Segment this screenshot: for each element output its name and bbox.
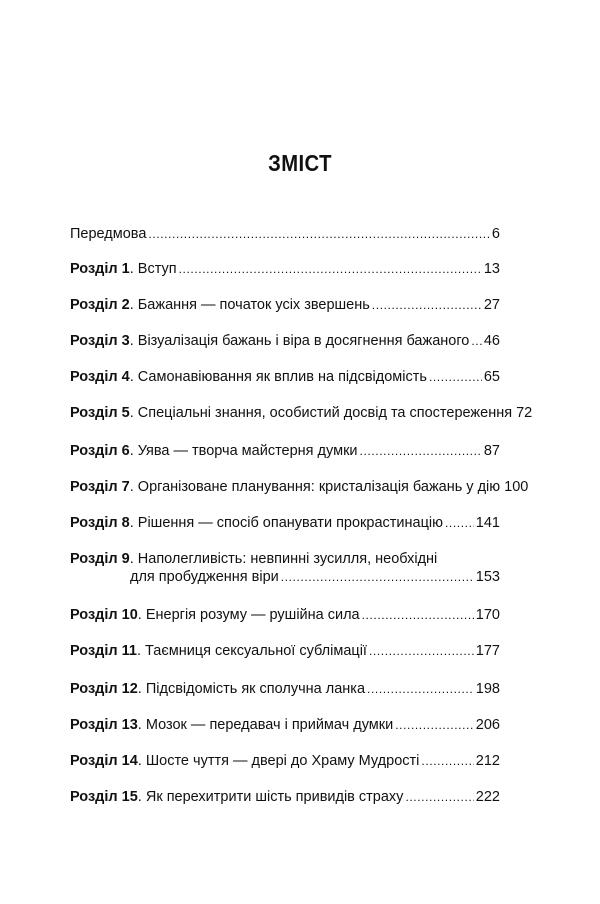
entry-text: . Спеціальні знання, особистий досвід та спостереження (129, 405, 513, 421)
entry-text: . Самонавіювання як вплив на підсвідомість (129, 369, 427, 385)
dot-leader (369, 642, 474, 660)
entry-text: . Уява — творча майстерня думки (129, 443, 358, 459)
entry-text: . Підсвідомість як сполучна ланка (137, 681, 366, 697)
entry-text: . Вступ (129, 261, 177, 277)
toc-entry-chapter-9[interactable] (70, 550, 500, 586)
entry-page: 27 (483, 297, 500, 313)
chapter-label: Розділ 9 (70, 551, 130, 567)
dot-leader (445, 514, 474, 532)
entry-page: 177 (475, 643, 500, 659)
entry-text: . Рішення — спосіб опанувати прокрастинацію (129, 515, 443, 531)
entry-text: . Як перехитрити шість привидів страху (137, 789, 404, 805)
chapter-label: Розділ 2 (70, 297, 130, 313)
entry-page: 222 (475, 789, 500, 805)
entry-page: 141 (475, 515, 500, 531)
chapter-label: Розділ 7 (70, 479, 130, 495)
toc-entry-chapter-2[interactable] (70, 296, 500, 314)
chapter-label: Розділ 5 (70, 405, 130, 421)
chapter-label: Розділ 10 (70, 607, 138, 623)
entry-page: 6 (491, 226, 500, 242)
dot-leader (362, 606, 474, 624)
entry-text: Передмова (70, 226, 147, 242)
entry-text: . Організоване планування: кристалізація бажань у дію (129, 479, 501, 495)
dot-leader (471, 332, 481, 350)
entry-text: . Мозок — передавач і приймач думки (137, 717, 394, 733)
chapter-label: Розділ 1 (70, 261, 130, 277)
toc-title: ЗМІСТ (268, 150, 332, 176)
entry-text: . Шосте чуття — двері до Храму Мудрості (137, 753, 420, 769)
entry-text: . Таємниця сексуальної сублімації (137, 643, 367, 659)
entry-page: 87 (483, 443, 500, 459)
dot-leader (429, 368, 482, 386)
toc-entry-chapter-5[interactable] (70, 404, 533, 422)
chapter-label: Розділ 11 (70, 643, 137, 659)
toc-entry-chapter-3[interactable] (70, 332, 500, 350)
entry-page: 65 (483, 369, 500, 385)
dot-leader (372, 296, 482, 314)
dot-leader (148, 225, 490, 243)
chapter-label: Розділ 15 (70, 789, 138, 805)
entry-page: 153 (475, 569, 500, 585)
entry-page: 72 (516, 405, 533, 421)
chapter-label: Розділ 12 (70, 681, 138, 697)
entry-text: . Енергія розуму — рушійна сила (137, 607, 360, 623)
entry-page: 100 (504, 479, 529, 495)
chapter-label: Розділ 14 (70, 753, 138, 769)
chapter-label: Розділ 3 (70, 333, 130, 349)
toc-entry-chapter-4[interactable] (70, 368, 500, 386)
dot-leader (360, 442, 482, 460)
toc-entry-chapter-14[interactable] (70, 752, 500, 770)
entry-page: 212 (475, 753, 500, 769)
entry-text: . Наполегливість: невпинні зусилля, необхідні (129, 551, 438, 567)
entry-text: . Візуалізація бажань і віра в досягнення бажаного (129, 333, 470, 349)
dot-leader (421, 752, 473, 770)
toc-entry-chapter-1[interactable] (70, 260, 500, 278)
toc-entry-chapter-12[interactable] (70, 680, 500, 698)
chapter-label: Розділ 8 (70, 515, 130, 531)
chapter-label: Розділ 13 (70, 717, 138, 733)
toc-entry-preface[interactable] (70, 225, 500, 243)
dot-leader (395, 716, 474, 734)
chapter-label: Розділ 4 (70, 369, 130, 385)
dot-leader (405, 788, 473, 806)
toc-entry-chapter-10[interactable] (70, 606, 500, 624)
entry-page: 170 (475, 607, 500, 623)
entry-text-continued: для пробудження віри (130, 569, 279, 585)
entry-page: 46 (483, 333, 500, 349)
entry-page: 13 (483, 261, 500, 277)
toc-entry-chapter-7[interactable] (70, 478, 529, 496)
toc-entry-chapter-13[interactable] (70, 716, 500, 734)
dot-leader (367, 680, 474, 698)
entry-page: 198 (475, 681, 500, 697)
toc-entry-chapter-6[interactable] (70, 442, 500, 460)
dot-leader (179, 260, 482, 278)
toc-entry-chapter-8[interactable] (70, 514, 500, 532)
entry-text: . Бажання — початок усіх звершень (129, 297, 370, 313)
chapter-label: Розділ 6 (70, 443, 130, 459)
toc-entry-chapter-15[interactable] (70, 788, 500, 806)
toc-entry-chapter-11[interactable] (70, 642, 500, 660)
entry-page: 206 (475, 717, 500, 733)
dot-leader (281, 568, 474, 586)
